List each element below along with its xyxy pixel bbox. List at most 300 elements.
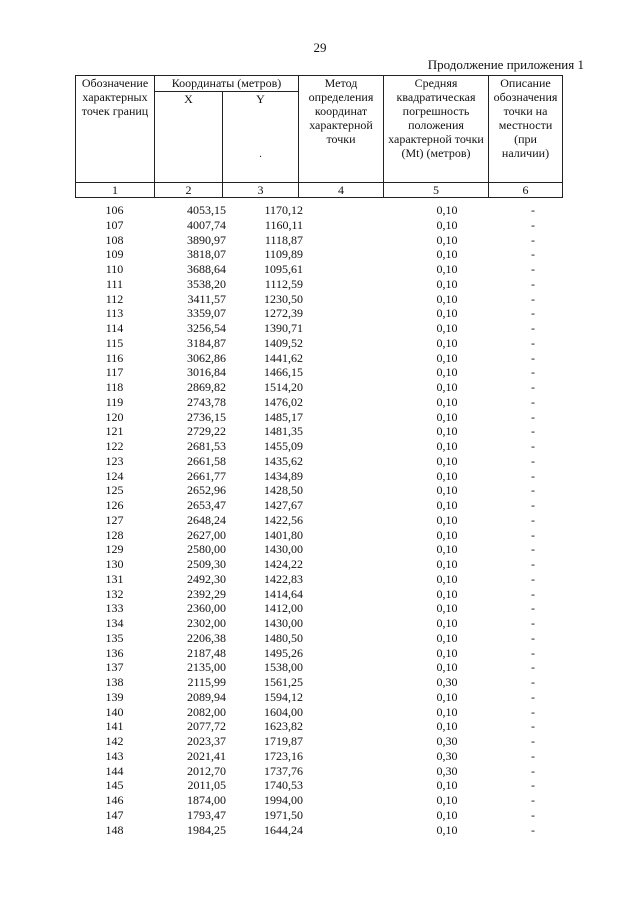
coord-x: 3890,97 <box>187 232 226 247</box>
coord-x: 2206,38 <box>187 630 226 645</box>
method-cell <box>303 365 386 380</box>
error-value: 0,10 <box>436 321 458 335</box>
method-cell <box>303 749 386 764</box>
coordinate-rows <box>75 203 570 837</box>
method-cell <box>303 542 386 557</box>
description-value: - <box>531 498 535 512</box>
method-cell <box>303 454 386 469</box>
coord-y: 1430,00 <box>264 542 303 557</box>
method-cell <box>303 351 386 366</box>
description-value: - <box>531 778 535 793</box>
coord-y: 1427,67 <box>264 498 303 512</box>
point-id: 145 <box>105 778 124 793</box>
table-row <box>75 660 570 675</box>
coord-x: 2187,48 <box>187 645 226 660</box>
column-number: 5 <box>384 183 489 198</box>
table-row <box>75 203 570 218</box>
error-value: 0,10 <box>436 380 458 394</box>
coord-y: 1538,00 <box>264 660 303 675</box>
description-value: - <box>531 439 535 453</box>
error-value: 0,10 <box>436 704 458 719</box>
coord-y: 1428,50 <box>264 483 303 498</box>
table-row <box>75 690 570 705</box>
point-id: 137 <box>105 660 124 675</box>
coord-y: 1623,82 <box>264 719 303 734</box>
description-value: - <box>531 483 535 498</box>
method-cell <box>303 439 386 454</box>
error-value: 0,10 <box>436 719 458 734</box>
coord-y: 1514,20 <box>264 380 303 394</box>
method-cell <box>303 218 386 233</box>
coord-x: 2653,47 <box>187 498 226 512</box>
point-id: 126 <box>105 498 124 512</box>
coord-y: 1441,62 <box>264 350 303 365</box>
point-id: 115 <box>105 335 124 350</box>
table-row <box>75 469 570 484</box>
table-row <box>75 395 570 410</box>
method-cell <box>303 690 386 705</box>
error-value: 0,10 <box>436 409 458 424</box>
coord-x: 2652,96 <box>187 483 226 498</box>
coord-y: 1435,62 <box>264 453 303 468</box>
method-cell <box>303 719 386 734</box>
table-row <box>75 292 570 307</box>
coord-y: 1118,87 <box>264 232 303 247</box>
coord-x: 2736,15 <box>187 409 226 424</box>
table-row <box>75 262 570 277</box>
point-id: 138 <box>105 675 124 689</box>
coord-y: 1644,24 <box>264 822 303 837</box>
description-value: - <box>531 276 535 291</box>
point-id: 146 <box>105 793 124 807</box>
coord-x: 1793,47 <box>187 807 226 822</box>
coord-x: 3184,87 <box>187 335 226 350</box>
coord-x: 2023,37 <box>187 734 226 748</box>
point-id: 106 <box>105 203 124 217</box>
coord-x: 2869,82 <box>187 380 226 394</box>
method-cell <box>303 616 386 631</box>
coord-y: 1390,71 <box>264 321 303 335</box>
description-value: - <box>531 262 535 276</box>
error-value: 0,10 <box>436 512 458 527</box>
method-cell <box>303 395 386 410</box>
description-value: - <box>531 557 535 571</box>
coord-x: 2509,30 <box>187 557 226 571</box>
description-value: - <box>531 232 535 247</box>
description-value: - <box>531 675 535 689</box>
description-value: - <box>531 807 535 822</box>
description-value: - <box>531 350 535 365</box>
point-id: 122 <box>105 439 124 453</box>
error-value: 0,10 <box>436 468 458 483</box>
description-value: - <box>531 365 535 380</box>
coord-x: 3411,57 <box>187 291 226 306</box>
table-row <box>75 808 570 823</box>
description-value: - <box>531 291 535 306</box>
point-id: 125 <box>105 483 124 498</box>
description-value: - <box>531 335 535 350</box>
coord-x: 2082,00 <box>187 704 226 719</box>
method-cell <box>303 410 386 425</box>
description-value: - <box>531 247 535 262</box>
coord-x: 2012,70 <box>187 763 226 778</box>
coord-y: 1424,22 <box>264 557 303 571</box>
description-value: - <box>531 542 535 557</box>
point-id: 147 <box>105 807 124 822</box>
header-error: Средняя квадратическая погрешность положения характерной точки (Мt) (метров) <box>384 76 489 183</box>
description-value: - <box>531 586 535 601</box>
coord-x: 1874,00 <box>187 793 226 807</box>
coord-x: 2648,24 <box>187 512 226 527</box>
table-row <box>75 233 570 248</box>
table-row <box>75 321 570 336</box>
column-number: 3 <box>223 183 299 198</box>
coord-x: 3016,84 <box>187 365 226 380</box>
table-row <box>75 631 570 646</box>
point-id: 143 <box>105 748 124 763</box>
description-value: - <box>531 512 535 527</box>
error-value: 0,10 <box>436 276 458 291</box>
method-cell <box>303 262 386 277</box>
table-row <box>75 749 570 764</box>
method-cell <box>303 292 386 307</box>
coord-y: 1430,00 <box>264 616 303 630</box>
header-method: Метод определения координат характерной точки <box>299 76 384 183</box>
table-row <box>75 247 570 262</box>
point-id: 108 <box>105 232 124 247</box>
method-cell <box>303 587 386 602</box>
error-value: 0,10 <box>436 793 458 807</box>
method-cell <box>303 321 386 336</box>
description-value: - <box>531 394 535 409</box>
method-cell <box>303 808 386 823</box>
coord-y: 1740,53 <box>264 778 303 793</box>
table-row <box>75 483 570 498</box>
coord-y: 1414,64 <box>264 586 303 601</box>
column-number: 2 <box>155 183 223 198</box>
method-cell <box>303 424 386 439</box>
coord-y: 1160,11 <box>264 217 303 232</box>
coord-x: 3062,86 <box>187 350 226 365</box>
table-row <box>75 513 570 528</box>
error-value: 0,30 <box>436 734 458 748</box>
coord-x: 3256,54 <box>187 321 226 335</box>
error-value: 0,10 <box>436 262 458 276</box>
error-value: 0,10 <box>436 232 458 247</box>
point-id: 127 <box>105 512 124 527</box>
error-value: 0,10 <box>436 247 458 262</box>
point-id: 119 <box>105 394 124 409</box>
error-value: 0,10 <box>436 660 458 675</box>
error-value: 0,10 <box>436 394 458 409</box>
description-value: - <box>531 689 535 704</box>
header-x: X <box>155 92 223 183</box>
table-row <box>75 528 570 543</box>
table-row <box>75 778 570 793</box>
description-value: - <box>531 645 535 660</box>
description-value: - <box>531 719 535 734</box>
appendix-note: Продолжение приложения 1 <box>427 57 584 72</box>
error-value: 0,30 <box>436 675 458 689</box>
coord-y: 1594,12 <box>264 689 303 704</box>
error-value: 0,10 <box>436 557 458 571</box>
coord-y: 1719,87 <box>264 734 303 748</box>
method-cell <box>303 203 386 218</box>
point-id: 116 <box>105 350 124 365</box>
table-row <box>75 439 570 454</box>
error-value: 0,10 <box>436 542 458 557</box>
coord-y: 1485,17 <box>264 409 303 424</box>
table-row <box>75 734 570 749</box>
coord-y: 1455,09 <box>264 439 303 453</box>
table-row <box>75 306 570 321</box>
method-cell <box>303 233 386 248</box>
description-value: - <box>531 734 535 748</box>
error-value: 0,10 <box>436 645 458 660</box>
table-row <box>75 764 570 779</box>
coord-y: 1480,50 <box>264 630 303 645</box>
coord-x: 2089,94 <box>187 689 226 704</box>
point-id: 140 <box>105 704 124 719</box>
error-value: 0,10 <box>436 527 458 542</box>
table-row <box>75 616 570 631</box>
method-cell <box>303 247 386 262</box>
error-value: 0,10 <box>436 365 458 380</box>
method-cell <box>303 778 386 793</box>
description-value: - <box>531 616 535 630</box>
coord-y: 1272,39 <box>264 306 303 321</box>
coord-y: 1481,35 <box>264 424 303 439</box>
coord-y: 1230,50 <box>264 291 303 306</box>
column-number: 4 <box>299 183 384 198</box>
coord-x: 4007,74 <box>187 217 226 232</box>
description-value: - <box>531 453 535 468</box>
coord-y: 1401,80 <box>264 527 303 542</box>
error-value: 0,10 <box>436 217 458 232</box>
error-value: 0,10 <box>436 439 458 453</box>
coord-y: 1434,89 <box>264 468 303 483</box>
coord-x: 2302,00 <box>187 616 226 630</box>
point-id: 114 <box>105 321 124 335</box>
table-row <box>75 498 570 513</box>
description-value: - <box>531 306 535 321</box>
table-row <box>75 542 570 557</box>
point-id: 109 <box>105 247 124 262</box>
header-designation: Обозначение характерных точек границ <box>76 76 155 183</box>
coord-x: 2021,41 <box>187 748 226 763</box>
header-coordinates: Координаты (метров) <box>155 76 299 92</box>
method-cell <box>303 513 386 528</box>
header-y: Y <box>256 92 265 106</box>
table-row <box>75 572 570 587</box>
error-value: 0,10 <box>436 807 458 822</box>
table-row <box>75 277 570 292</box>
table-row <box>75 454 570 469</box>
coord-y: 1109,89 <box>264 247 303 262</box>
page-number: 29 <box>313 40 327 55</box>
table-row <box>75 351 570 366</box>
coord-x: 2661,58 <box>187 453 226 468</box>
method-cell <box>303 660 386 675</box>
error-value: 0,10 <box>436 498 458 512</box>
table-row <box>75 424 570 439</box>
point-id: 124 <box>105 468 124 483</box>
coord-x: 1984,25 <box>187 822 226 837</box>
method-cell <box>303 675 386 690</box>
coord-y: 1412,00 <box>264 601 303 616</box>
description-value: - <box>531 660 535 675</box>
coord-y: 1971,50 <box>264 807 303 822</box>
error-value: 0,10 <box>436 306 458 321</box>
table-row <box>75 218 570 233</box>
error-value: 0,10 <box>436 586 458 601</box>
coord-x: 3538,20 <box>187 276 226 291</box>
table-row <box>75 410 570 425</box>
coord-x: 2360,00 <box>187 601 226 616</box>
method-cell <box>303 277 386 292</box>
point-id: 133 <box>105 601 124 616</box>
coord-x: 2580,00 <box>187 542 226 557</box>
coord-x: 2392,29 <box>187 586 226 601</box>
method-cell <box>303 572 386 587</box>
point-id: 130 <box>105 557 124 571</box>
point-id: 142 <box>105 734 124 748</box>
description-value: - <box>531 571 535 586</box>
method-cell <box>303 380 386 395</box>
method-cell <box>303 734 386 749</box>
error-value: 0,10 <box>436 483 458 498</box>
table-row <box>75 719 570 734</box>
point-id: 139 <box>105 689 124 704</box>
coord-y: 1723,16 <box>264 748 303 763</box>
coord-x: 2661,77 <box>187 468 226 483</box>
coord-x: 2135,00 <box>187 660 226 675</box>
coord-y: 1737,76 <box>264 763 303 778</box>
description-value: - <box>531 409 535 424</box>
error-value: 0,10 <box>436 616 458 630</box>
method-cell <box>303 483 386 498</box>
description-value: - <box>531 748 535 763</box>
error-value: 0,10 <box>436 778 458 793</box>
coord-y: 1170,12 <box>264 203 303 217</box>
table-row <box>75 336 570 351</box>
error-value: 0,30 <box>436 763 458 778</box>
coord-x: 2681,53 <box>187 439 226 453</box>
coord-x: 2492,30 <box>187 571 226 586</box>
description-value: - <box>531 380 535 394</box>
error-value: 0,10 <box>436 822 458 837</box>
description-value: - <box>531 822 535 837</box>
point-id: 136 <box>105 645 124 660</box>
point-id: 148 <box>105 822 124 837</box>
error-value: 0,10 <box>436 453 458 468</box>
error-value: 0,10 <box>436 424 458 439</box>
description-value: - <box>531 217 535 232</box>
point-id: 118 <box>105 380 124 394</box>
coord-x: 2077,72 <box>187 719 226 734</box>
method-cell <box>303 528 386 543</box>
method-cell <box>303 498 386 513</box>
error-value: 0,10 <box>436 630 458 645</box>
point-id: 112 <box>105 291 124 306</box>
error-value: 0,10 <box>436 350 458 365</box>
coord-y: 1604,00 <box>264 704 303 719</box>
table-row <box>75 557 570 572</box>
point-id: 144 <box>105 763 124 778</box>
point-id: 110 <box>105 262 124 276</box>
description-value: - <box>531 321 535 335</box>
coord-x: 3359,07 <box>187 306 226 321</box>
coord-x: 3688,64 <box>187 262 226 276</box>
point-id: 120 <box>105 409 124 424</box>
description-value: - <box>531 793 535 807</box>
error-value: 0,10 <box>436 291 458 306</box>
coord-x: 2627,00 <box>187 527 226 542</box>
point-id: 117 <box>105 365 124 380</box>
description-value: - <box>531 527 535 542</box>
method-cell <box>303 764 386 779</box>
method-cell <box>303 336 386 351</box>
method-cell <box>303 705 386 720</box>
error-value: 0,10 <box>436 335 458 350</box>
coord-x: 2743,78 <box>187 394 226 409</box>
coord-y: 1561,25 <box>264 675 303 689</box>
coord-x: 4053,15 <box>187 203 226 217</box>
table-row <box>75 675 570 690</box>
coord-y: 1112,59 <box>264 276 303 291</box>
description-value: - <box>531 704 535 719</box>
point-id: 123 <box>105 453 124 468</box>
table-row <box>75 365 570 380</box>
coord-y: 1409,52 <box>264 335 303 350</box>
method-cell <box>303 557 386 572</box>
method-cell <box>303 793 386 808</box>
description-value: - <box>531 468 535 483</box>
description-value: - <box>531 630 535 645</box>
method-cell <box>303 469 386 484</box>
table-row <box>75 646 570 661</box>
error-value: 0,10 <box>436 571 458 586</box>
coord-y: 1422,56 <box>264 512 303 527</box>
error-value: 0,10 <box>436 689 458 704</box>
method-cell <box>303 631 386 646</box>
coord-y: 1422,83 <box>264 571 303 586</box>
coord-x: 2115,99 <box>187 675 226 689</box>
point-id: 141 <box>105 719 124 734</box>
point-id: 128 <box>105 527 124 542</box>
method-cell <box>303 823 386 838</box>
method-cell <box>303 646 386 661</box>
table-row <box>75 601 570 616</box>
point-id: 113 <box>105 306 124 321</box>
point-id: 111 <box>105 276 124 291</box>
coord-y: 1476,02 <box>264 394 303 409</box>
method-cell <box>303 601 386 616</box>
table-row <box>75 823 570 838</box>
column-number: 1 <box>76 183 155 198</box>
point-id: 129 <box>105 542 124 557</box>
description-value: - <box>531 601 535 616</box>
point-id: 107 <box>105 217 124 232</box>
column-number: 6 <box>489 183 563 198</box>
coord-y: 1466,15 <box>264 365 303 380</box>
table-header <box>75 75 563 198</box>
coord-x: 2011,05 <box>187 778 226 793</box>
header-y-cell <box>223 92 299 183</box>
coord-x: 2729,22 <box>187 424 226 439</box>
coord-y: 1095,61 <box>264 262 303 276</box>
error-value: 0,10 <box>436 203 458 217</box>
